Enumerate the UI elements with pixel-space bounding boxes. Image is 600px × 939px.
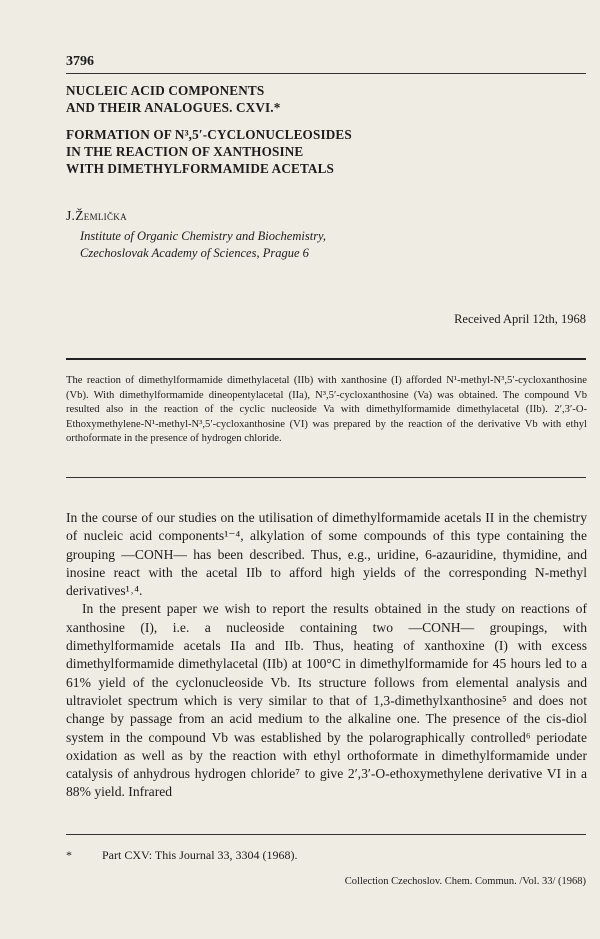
affiliation-line-2: Czechoslovak Academy of Sciences, Prague 6: [80, 246, 309, 260]
abstract-top-rule: [66, 358, 586, 360]
affiliation: [80, 228, 326, 262]
series-title-line-2: AND THEIR ANALOGUES. CXVI.*: [66, 100, 281, 115]
footnote: [66, 848, 298, 863]
series-title-line-1: NUCLEIC ACID COMPONENTS: [66, 83, 265, 98]
header-rule: [66, 73, 586, 74]
received-date: Received April 12th, 1968: [454, 312, 586, 326]
article-body: [66, 509, 587, 802]
footnote-text: Part CXV: This Journal 33, 3304 (1968).: [102, 848, 298, 862]
article-title-line-3: WITH DIMETHYLFORMAMIDE ACETALS: [66, 161, 335, 176]
author-name: J.Žemlička: [66, 208, 127, 223]
page-number: 3796: [66, 54, 94, 69]
journal-footer: Collection Czechoslov. Chem. Commun. /Vol. 33/ (1968): [344, 876, 586, 887]
abstract-text: The reaction of dimethylformamide dimethylacetal (IIb) with xanthosine (I) afforded N¹-methyl-N³,5′-cycloxanthosine (Vb). With dimethylformamide dineopentylacetal (IIa), N³,5′-cycloxanthosine (Va) was obtained. The compound Vb resulted also in the reaction of the cyclic nucleoside Va with dimethylformamide dimethylacetal (IIb). 2′,3′-O-Ethoxymethylene-N¹-methyl-N³,5′-cycloxanthosine (VI) was prepared by the reaction of the derivative Vb with ethyl orthoformate in the presence of hydrogen chloride.: [66, 375, 587, 445]
body-paragraph-1: In the course of our studies on the utilisation of dimethylformamide acetals II in the chemistry of nucleic acid components¹⁻⁴, alkylation of some compounds of this type containing the grouping —CONH— has been described. Thus, e.g., uridine, 6-azauridine, thymidine, and inosine react with the acetal IIb to afford high yields of the corresponding N-methyl derivatives¹˒⁴.: [66, 510, 587, 599]
article-title-block: [66, 82, 566, 177]
body-paragraph-2: In the present paper we wish to report the results obtained in the study on reactions of xanthosine (I), i.e. a nucleoside containing two —CONH— groupings, with dimethylformamide acetals IIa and IIb. Thus, heating of xanthoxine (I) with excess dimethylformamide dimethylacetal (IIb) at 100°C in dimethylformamide for 45 hours led to a 61% yield of the cyclonucleoside Vb. Its structure follows from elemental analysis and ultraviolet spectrum which is very similar to that of 1,3-dimethylxanthosine⁵ and does not change by passage from an acid medium to the alkaline one. The presence of the cis-diol system in the compound Vb was established by the polarographically controlled⁶ periodate oxidation as well as by the reaction with ethyl orthoformate in dimethylformamide under catalysis of anhydrous hydrogen chloride⁷ to give 2′,3′-O-ethoxymethylene derivative VI in a 88% yield. Infrared: [66, 601, 587, 800]
affiliation-line-1: Institute of Organic Chemistry and Biochemistry,: [80, 229, 327, 243]
article-title-line-2: IN THE REACTION OF XANTHOSINE: [66, 144, 304, 159]
article-title-line-1: FORMATION OF N³,5′-CYCLONUCLEOSIDES: [66, 127, 352, 142]
footnote-marker: *: [66, 848, 72, 862]
abstract-bottom-rule: [66, 477, 586, 478]
footnote-rule: [66, 834, 586, 835]
